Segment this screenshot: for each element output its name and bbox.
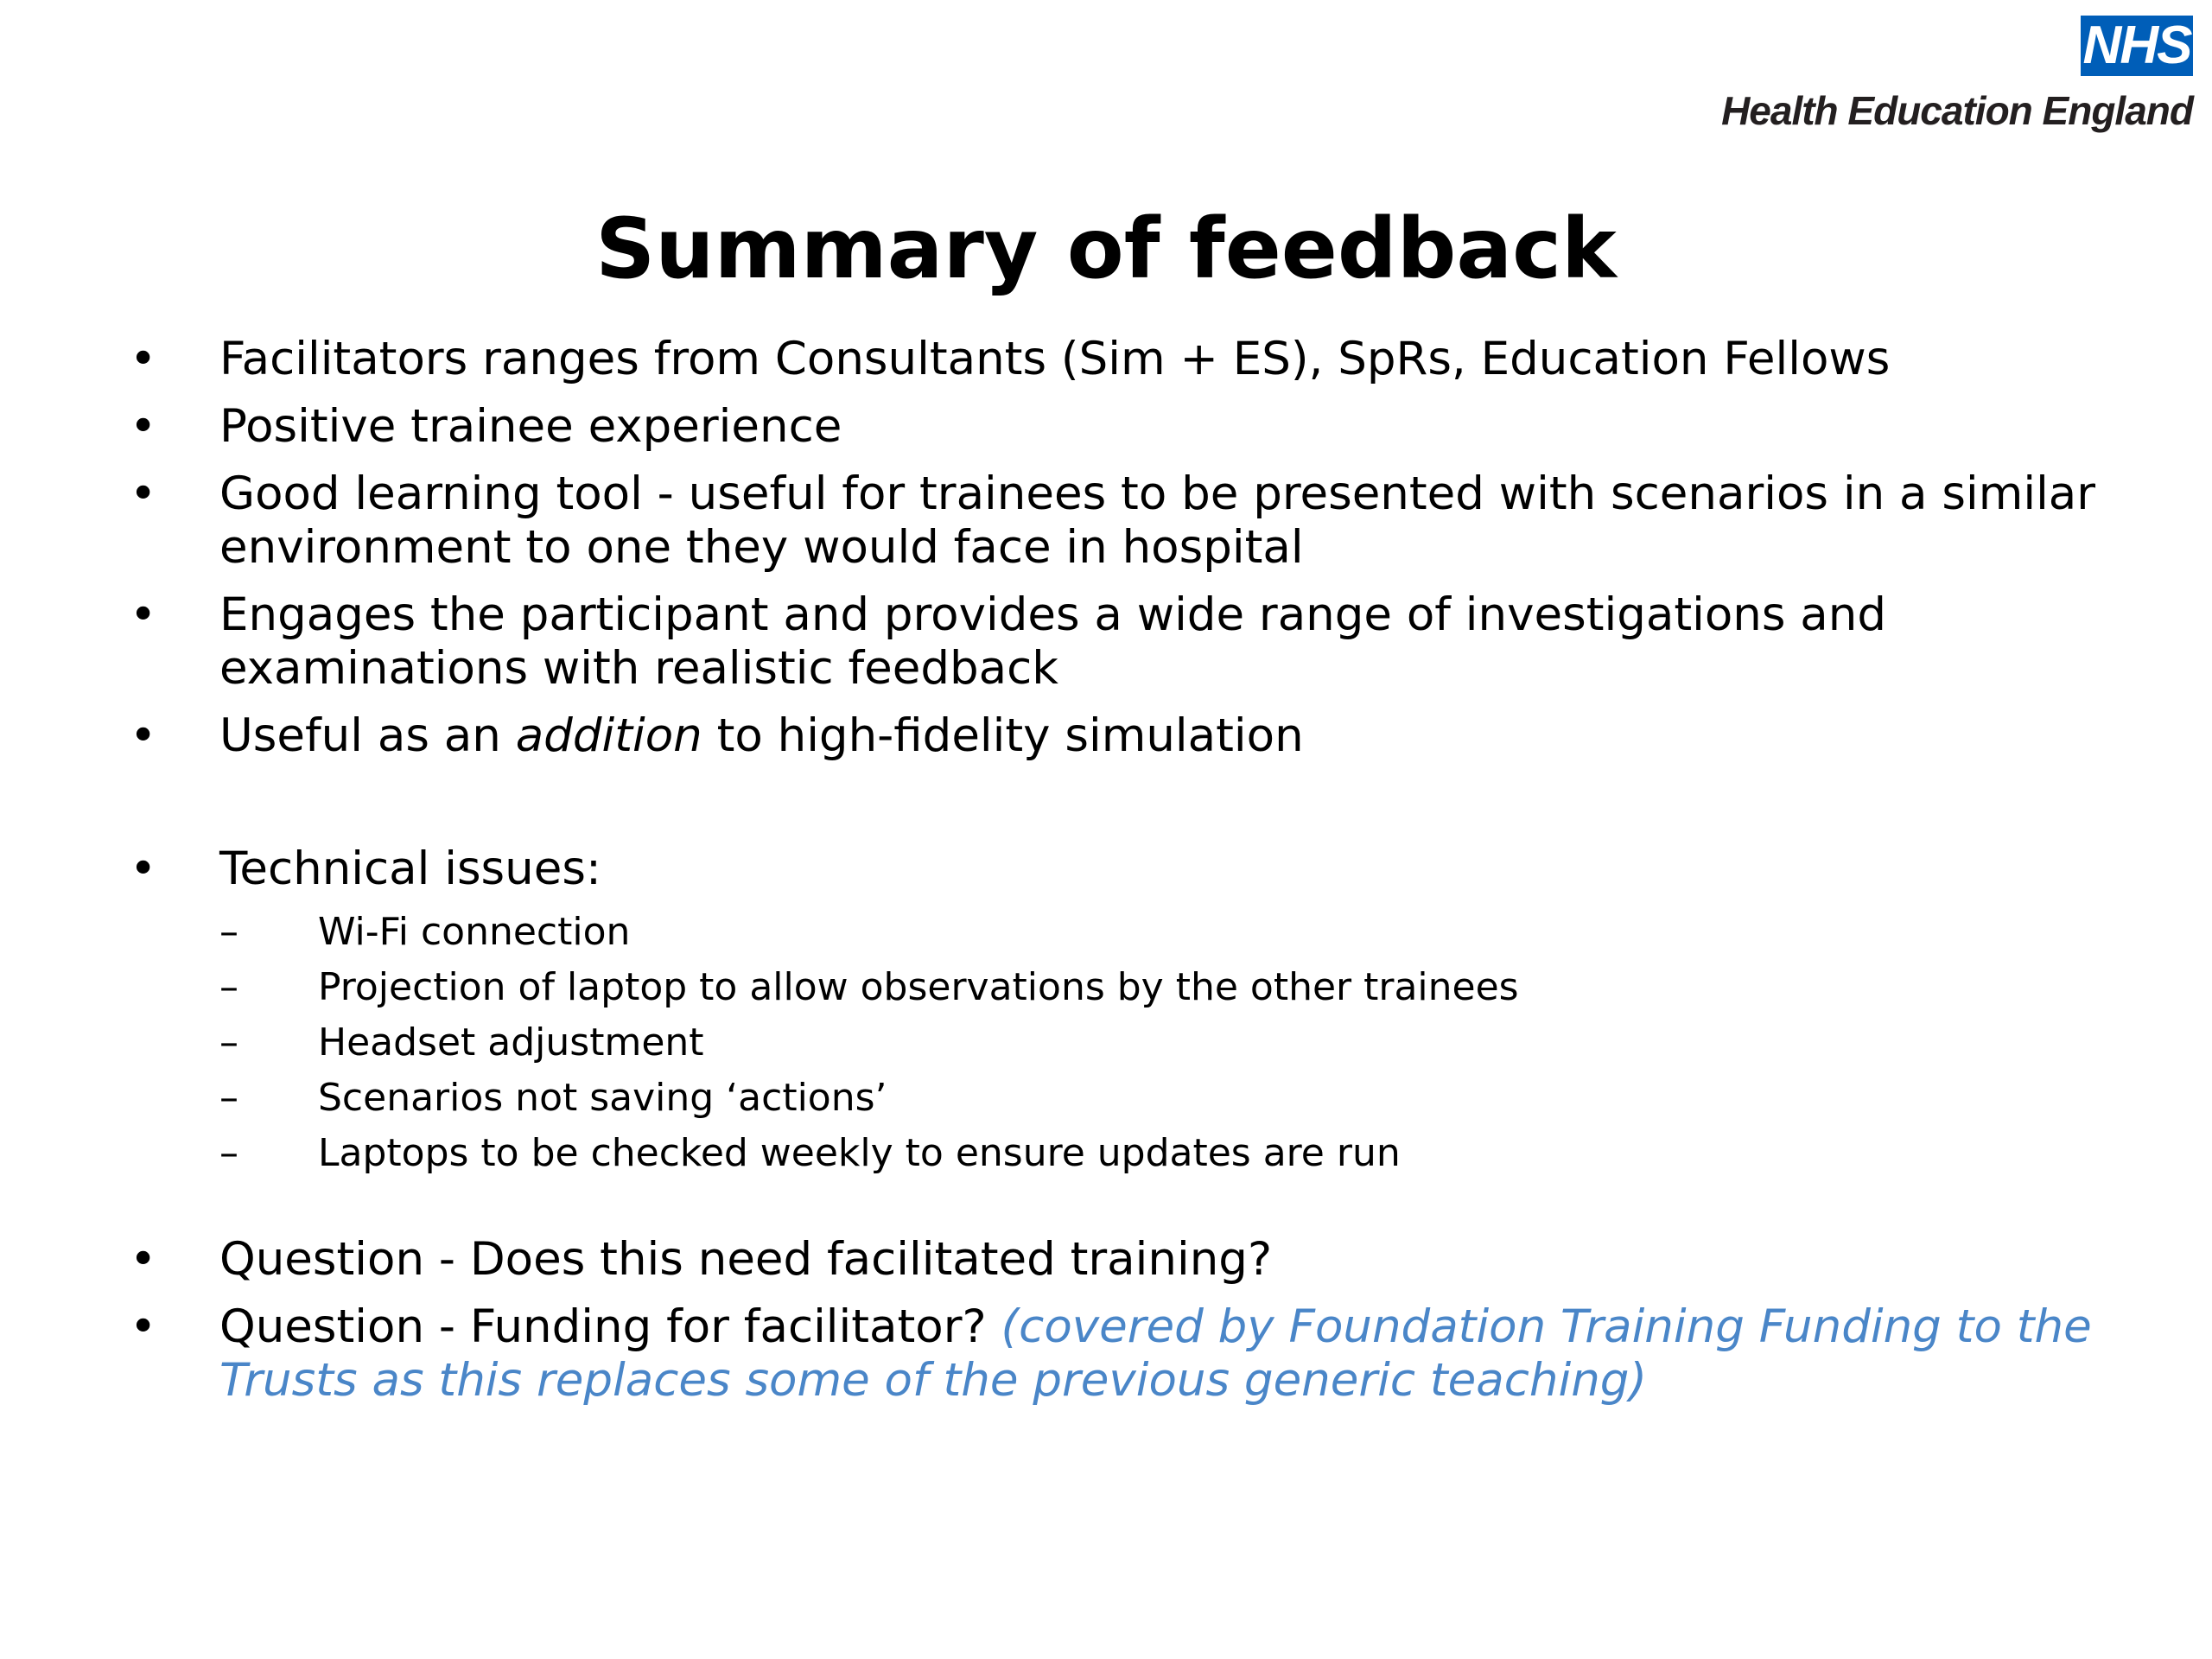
bullet-item [130, 400, 2100, 454]
sub-list-item [219, 910, 2100, 955]
bullet-text: Engages the participant and provides a wide range of investigations and examinations with realistic feedback [219, 588, 1887, 695]
question-text-main: Question - Funding for facilitator? [219, 1300, 1001, 1353]
bullet-item [130, 333, 2100, 386]
bullet-text-start: Useful as an [219, 709, 516, 762]
dash-marker: – [219, 1131, 238, 1175]
slide-content [130, 333, 2100, 1421]
bullet-marker: • [130, 1233, 157, 1286]
bullet-text [219, 709, 1304, 762]
sub-item-text: Wi-Fi connection [318, 910, 631, 954]
dash-marker: – [219, 965, 238, 1009]
bullet-text-end: to high-fidelity simulation [702, 709, 1304, 762]
bullet-marker: • [130, 467, 157, 520]
bullet-marker: • [130, 588, 157, 641]
sub-list-item [219, 1020, 2100, 1065]
sub-item-text: Laptops to be checked weekly to ensure updates are run [318, 1131, 1401, 1175]
dash-marker: – [219, 1020, 238, 1065]
sub-list-item [219, 1076, 2100, 1121]
bullet-marker: • [130, 842, 157, 895]
bullet-marker: • [130, 400, 157, 453]
bullet-item [130, 709, 2100, 763]
sub-item-text: Scenarios not saving ‘actions’ [318, 1076, 887, 1120]
technical-issues-heading: Technical issues: [219, 842, 601, 895]
bullet-item [130, 467, 2100, 575]
dash-marker: – [219, 910, 238, 954]
bullet-item [130, 588, 2100, 696]
sub-list-item [219, 1131, 2100, 1176]
bullet-marker: • [130, 709, 157, 762]
nhs-hee-logo [1721, 16, 2193, 145]
question-item [130, 1233, 2100, 1287]
bullet-marker: • [130, 333, 157, 385]
bullet-text: Good learning tool - useful for trainees to be presented with scenarios in a similar environment to one they would face in hospital [219, 467, 2096, 574]
organisation-name: Health Education England [1721, 88, 2193, 133]
funding-note: (covered by Foundation Training Funding to the Trusts as this replaces some of the previous generic teaching) [219, 1300, 2092, 1407]
sub-item-text: Headset adjustment [318, 1020, 704, 1065]
question-text: Question - Does this need facilitated training? [219, 1233, 1273, 1286]
dash-marker: – [219, 1076, 238, 1120]
sub-list-item [219, 965, 2100, 1010]
bullet-text-emphasis: addition [515, 709, 702, 762]
bullet-marker: • [130, 1300, 157, 1353]
bullet-text: Facilitators ranges from Consultants (Sim + ES), SpRs, Education Fellows [219, 333, 1891, 385]
technical-issues-item [130, 842, 2100, 896]
sub-item-text: Projection of laptop to allow observations by the other trainees [318, 965, 1519, 1009]
nhs-logo-badge: NHS [2081, 16, 2193, 76]
slide-title: Summary of feedback [595, 200, 1617, 297]
question-item [130, 1300, 2100, 1408]
technical-issues-list [130, 910, 2100, 1176]
bullet-text: Positive trainee experience [219, 400, 842, 453]
question-text [219, 1300, 2092, 1407]
